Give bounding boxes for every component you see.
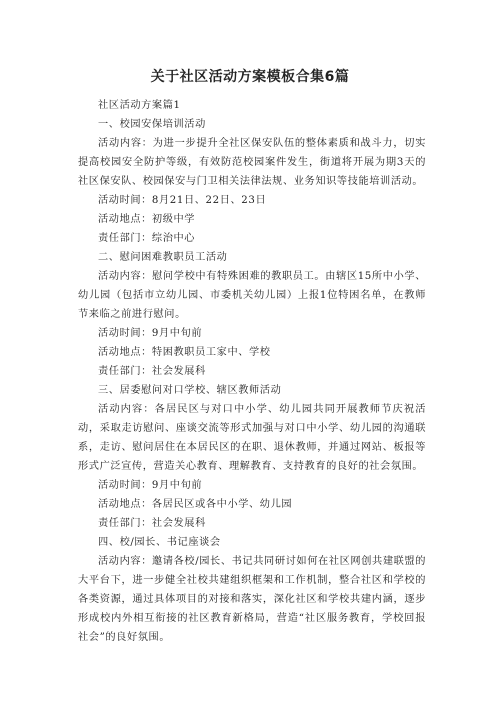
activity-time: 活动时间：8月21日、22日、23日 — [98, 195, 267, 206]
activity-location: 活动地点：特困教职员工家中、学校 — [98, 347, 271, 358]
activity-location: 活动地点：各居民区或各中小学、幼儿园 — [98, 499, 293, 510]
activity-time: 活动时间：9月中旬前 — [98, 480, 203, 491]
responsible-department: 责任部门：社会发展科 — [98, 366, 206, 377]
document-title: 关于社区活动方案模板合集6篇 — [150, 69, 350, 85]
item-heading: 二、慰问困难教职员工活动 — [98, 252, 228, 263]
document-body — [78, 96, 426, 647]
body-paragraph: 活动内容：邀请各校/园长、书记共同研讨如何在社区网创共建联盟的大平台下，进一步健全社校共建组织框架和工作机制，整合社区和学校的各类资源，通过具体项目的对接和落实，深化社区和学校共建内涵，逐步形成校内外相互衔接的社区教育新格局，营造“社区服务教育，学校回报社会”的良好氛围。 — [78, 556, 426, 643]
activity-time: 活动时间：9月中旬前 — [98, 328, 203, 339]
responsible-department: 责任部门：综治中心 — [98, 233, 196, 244]
item-heading: 三、居委慰问对口学校、辖区教师活动 — [98, 385, 282, 396]
section-heading: 社区活动方案篇1 — [98, 100, 181, 111]
body-paragraph: 活动内容：慰问学校中有特殊困难的教职员工。由辖区15所中小学、幼儿园（包括市立幼儿园、市委机关幼儿园）上报1位特困名单，在教师节来临之前进行慰问。 — [78, 271, 426, 320]
item-heading: 一、校园安保培训活动 — [98, 119, 206, 130]
item-heading: 四、校/园长、书记座谈会 — [98, 537, 221, 548]
responsible-department: 责任部门：社会发展科 — [98, 518, 206, 529]
body-paragraph: 活动内容：为进一步提升全社区保安队伍的整体素质和战斗力，切实提高校园安全防护等级，有效防范校园案件发生，街道将开展为期3天的社区保安队、校园保安与门卫相关法律法规、业务知识等技能培训活动。 — [78, 138, 426, 187]
body-paragraph: 活动内容：各居民区与对口中小学、幼儿园共同开展教师节庆祝活动，采取走访慰问、座谈交流等形式加强与对口中小学、幼儿园的沟通联系，走访、慰问居住在本居民区的在职、退休教师，并通过网站、板报等形式广泛宣传，营造关心教育、理解教育、支持教育的良好的社会氛围。 — [78, 404, 426, 472]
activity-location: 活动地点：初级中学 — [98, 214, 196, 225]
